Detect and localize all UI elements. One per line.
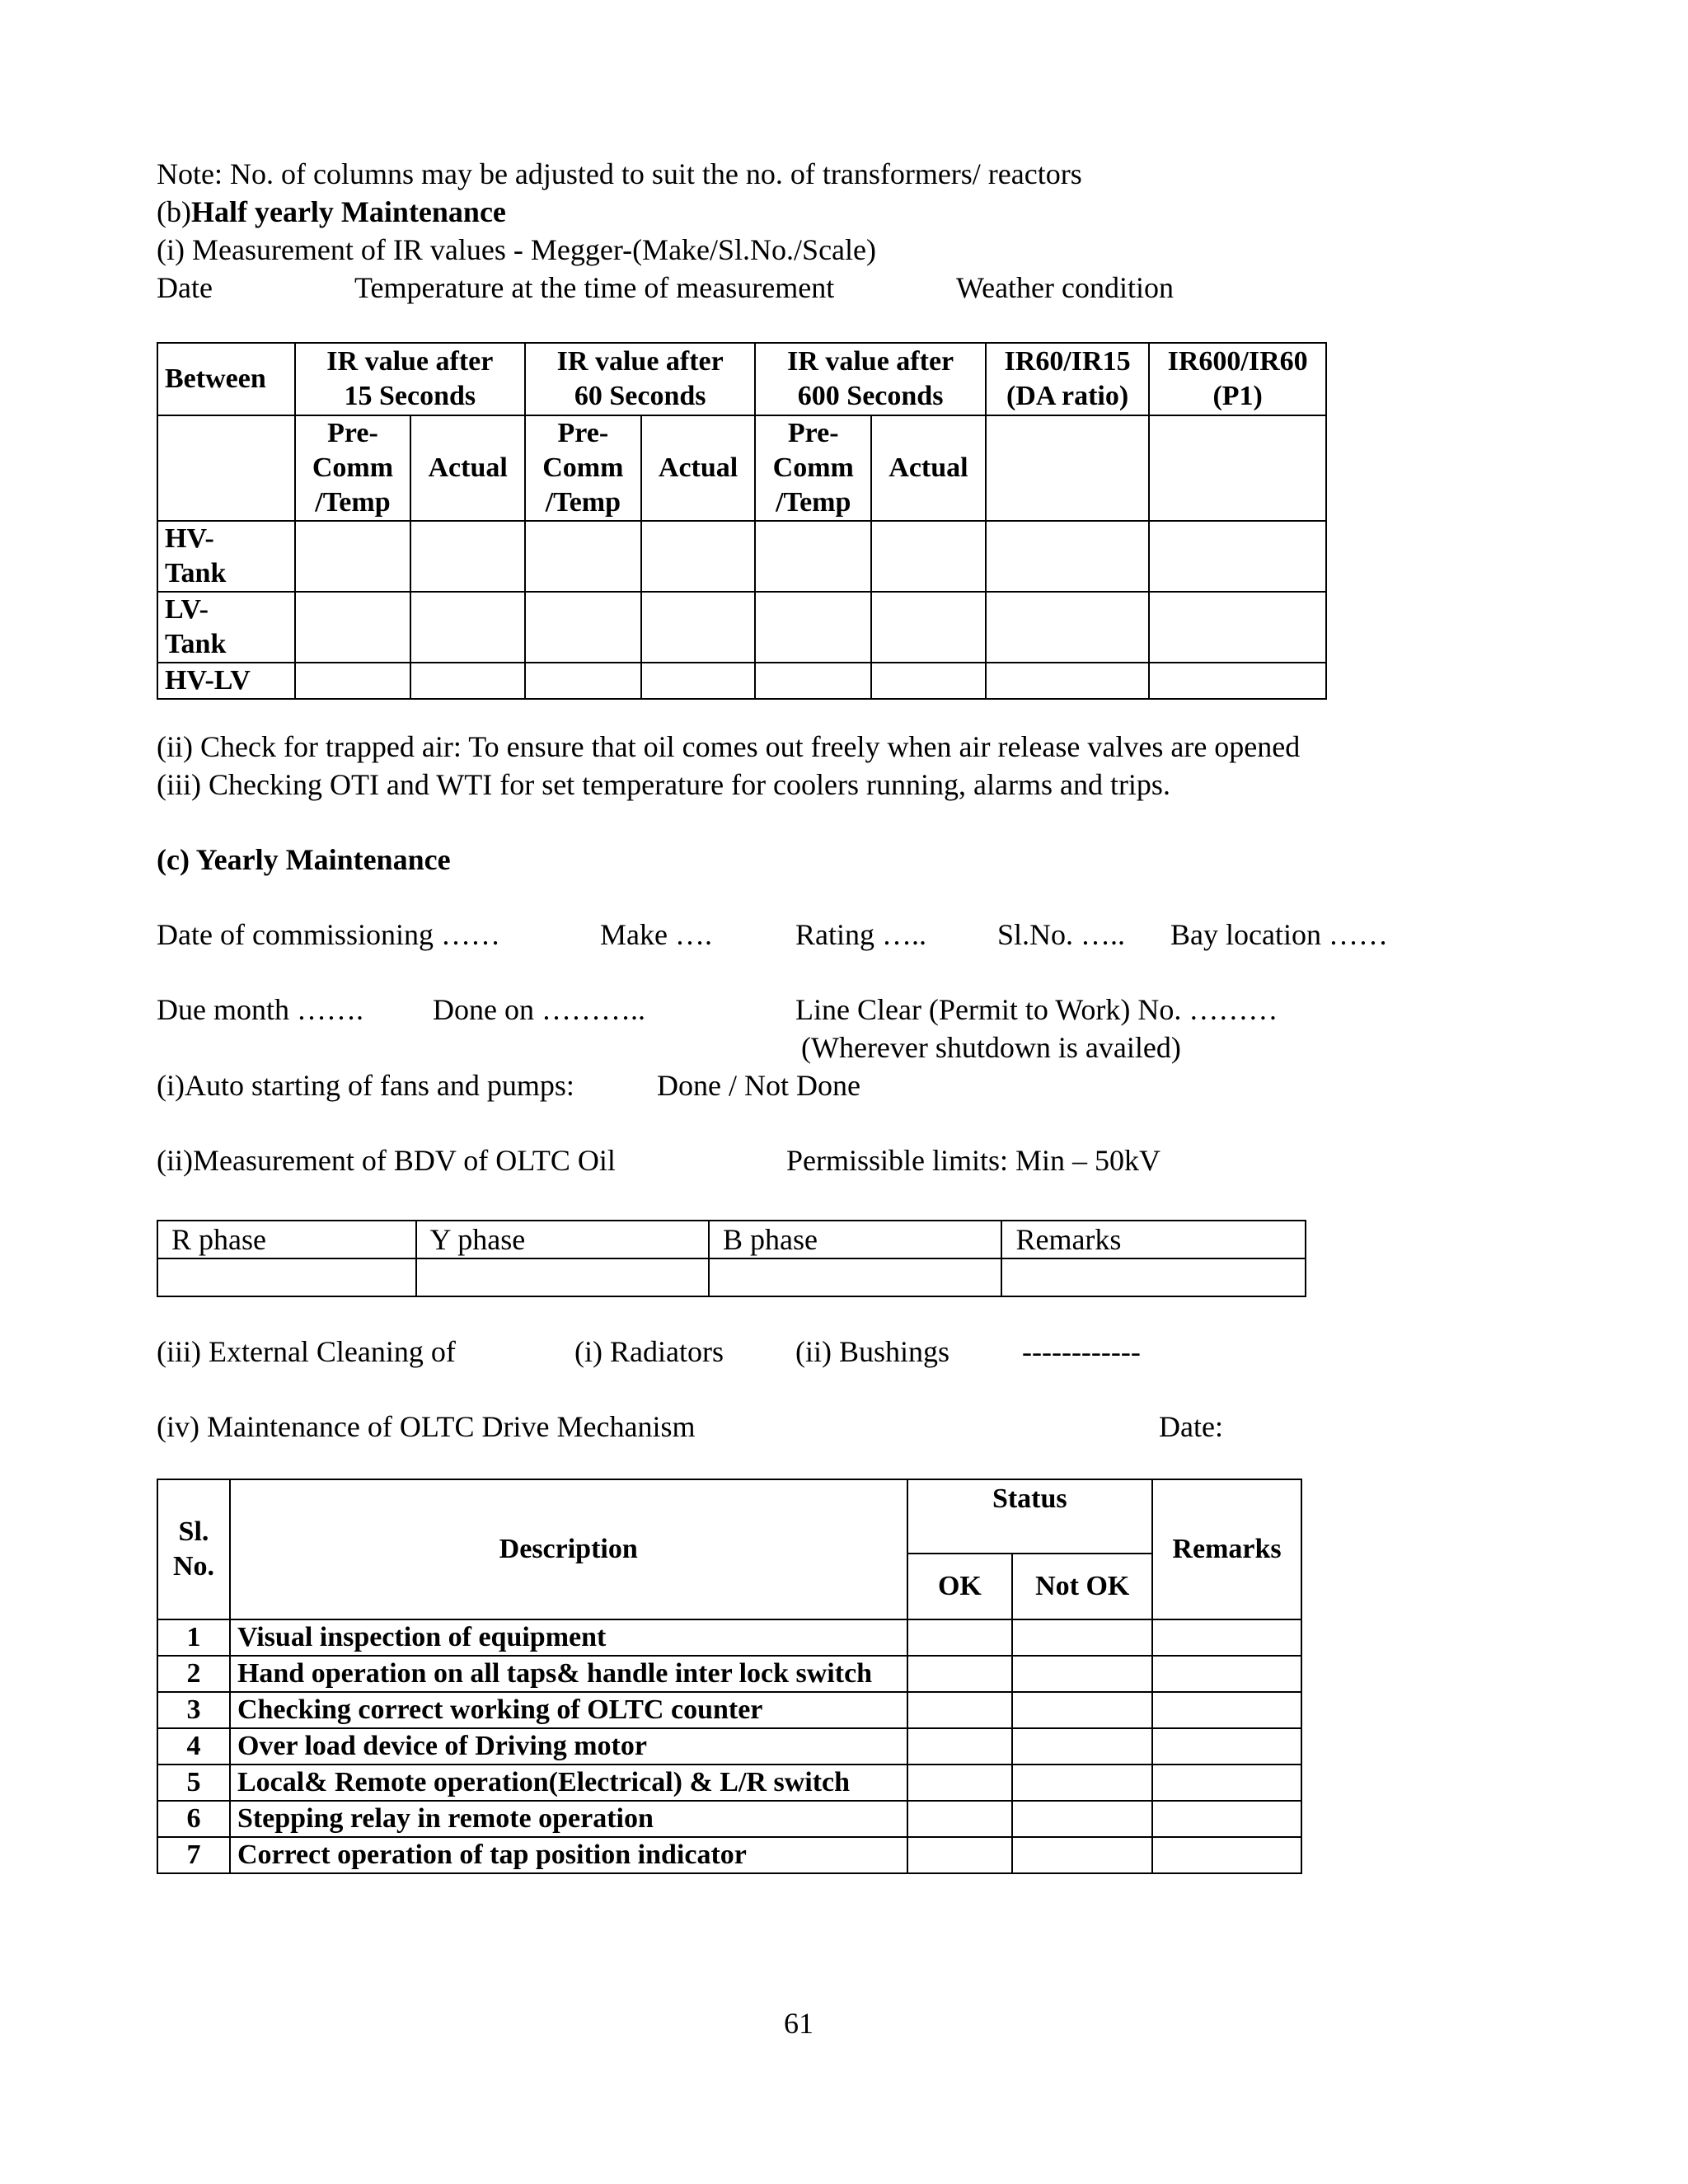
entry-cell[interactable] — [1149, 663, 1326, 699]
empty-cell — [157, 415, 295, 521]
row-number: 4 — [157, 1728, 230, 1765]
date-label: Date — [157, 271, 213, 304]
entry-cell[interactable] — [295, 663, 411, 699]
row-number: 2 — [157, 1656, 230, 1692]
table-row — [157, 521, 1326, 592]
ir-values-table — [157, 342, 1327, 700]
dashes: ------------ — [1022, 1335, 1141, 1368]
not-ok-cell[interactable] — [1012, 1765, 1152, 1801]
table-row — [157, 1801, 1301, 1837]
entry-cell[interactable] — [709, 1258, 1001, 1296]
precomm-header: Pre- Comm /Temp — [755, 415, 871, 521]
table-row — [157, 1619, 1301, 1656]
external-cleaning-label: (iii) External Cleaning of — [157, 1335, 456, 1368]
remarks-cell[interactable] — [1152, 1801, 1301, 1837]
row-description: Stepping relay in remote operation — [230, 1801, 907, 1837]
row-number: 3 — [157, 1692, 230, 1728]
entry-cell[interactable] — [295, 521, 411, 592]
date-commissioning: Date of commissioning …… — [157, 918, 500, 951]
page-number: 61 — [784, 2007, 814, 2040]
ok-cell[interactable] — [907, 1692, 1013, 1728]
entry-cell[interactable] — [157, 1258, 416, 1296]
remarks-cell[interactable] — [1152, 1692, 1301, 1728]
remarks-cell[interactable] — [1152, 1656, 1301, 1692]
entry-cell[interactable] — [986, 592, 1150, 663]
not-ok-cell[interactable] — [1012, 1837, 1152, 1873]
remarks-cell[interactable] — [1152, 1765, 1301, 1801]
table-row — [157, 1765, 1301, 1801]
ir15-header: IR value after 15 Seconds — [295, 343, 525, 415]
oltc-table — [157, 1479, 1302, 1874]
ok-cell[interactable] — [907, 1619, 1013, 1656]
precomm-header: Pre- Comm /Temp — [295, 415, 411, 521]
remarks-header: Remarks — [1152, 1479, 1301, 1619]
b-phase-header: B phase — [709, 1221, 1001, 1258]
row-label: LV- Tank — [157, 592, 295, 663]
due-month-field: Due month ……. — [157, 993, 363, 1026]
bdv-limits: Permissible limits: Min – 50kV — [786, 1144, 1161, 1177]
trapped-air-text: (ii) Check for trapped air: To ensure that oil comes out freely when air release valves are opened — [157, 730, 1301, 763]
not-ok-header: Not OK — [1012, 1554, 1152, 1619]
entry-cell[interactable] — [410, 521, 525, 592]
sl-no-header: Sl. No. — [157, 1479, 230, 1619]
precomm-header: Pre- Comm /Temp — [525, 415, 641, 521]
not-ok-cell[interactable] — [1012, 1619, 1152, 1656]
half-yearly-title: Half yearly Maintenance — [190, 195, 506, 228]
table-row — [157, 1692, 1301, 1728]
ir60-header: IR value after 60 Seconds — [525, 343, 755, 415]
oti-wti-text: (iii) Checking OTI and WTI for set temperature for coolers running, alarms and trips. — [157, 768, 1170, 801]
entry-cell[interactable] — [641, 592, 756, 663]
ok-cell[interactable] — [907, 1801, 1013, 1837]
bushings-label: (ii) Bushings — [795, 1335, 950, 1368]
ok-cell[interactable] — [907, 1837, 1013, 1873]
row-description: Correct operation of tap position indicator — [230, 1837, 907, 1873]
ok-cell[interactable] — [907, 1765, 1013, 1801]
empty-cell — [1149, 415, 1326, 521]
half-yearly-prefix: (b) — [157, 195, 191, 228]
entry-cell[interactable] — [410, 663, 525, 699]
ir-measurement-heading: (i) Measurement of IR values - Megger-(Make/Sl.No./Scale) — [157, 233, 876, 266]
entry-cell[interactable] — [416, 1258, 709, 1296]
entry-cell[interactable] — [986, 521, 1150, 592]
row-description: Visual inspection of equipment — [230, 1619, 907, 1656]
entry-cell[interactable] — [410, 592, 525, 663]
actual-header: Actual — [641, 415, 756, 521]
row-number: 6 — [157, 1801, 230, 1837]
weather-label: Weather condition — [956, 271, 1175, 304]
entry-cell[interactable] — [755, 663, 871, 699]
row-number: 1 — [157, 1619, 230, 1656]
row-description: Over load device of Driving motor — [230, 1728, 907, 1765]
between-header: Between — [157, 343, 295, 415]
make-field: Make …. — [600, 918, 712, 951]
entry-cell[interactable] — [871, 521, 986, 592]
radiators-label: (i) Radiators — [574, 1335, 724, 1368]
entry-cell[interactable] — [525, 521, 641, 592]
actual-header: Actual — [410, 415, 525, 521]
bdv-heading: (ii)Measurement of BDV of OLTC Oil — [157, 1144, 616, 1177]
row-number: 7 — [157, 1837, 230, 1873]
half-yearly-heading — [157, 194, 506, 230]
entry-cell[interactable] — [755, 521, 871, 592]
entry-cell[interactable] — [986, 663, 1150, 699]
empty-cell — [986, 415, 1150, 521]
entry-cell[interactable] — [641, 521, 756, 592]
entry-cell[interactable] — [755, 592, 871, 663]
table-row — [157, 1656, 1301, 1692]
row-description: Checking correct working of OLTC counter — [230, 1692, 907, 1728]
table-row — [157, 663, 1326, 699]
ir600-header: IR value after 600 Seconds — [755, 343, 985, 415]
bdv-table — [157, 1220, 1306, 1297]
entry-cell[interactable] — [525, 663, 641, 699]
not-ok-cell[interactable] — [1012, 1656, 1152, 1692]
auto-start-label: (i)Auto starting of fans and pumps: — [157, 1069, 574, 1102]
entry-cell[interactable] — [1001, 1258, 1306, 1296]
entry-cell[interactable] — [641, 663, 756, 699]
ir-header-row — [157, 343, 1326, 415]
ok-cell[interactable] — [907, 1656, 1013, 1692]
entry-cell[interactable] — [1149, 592, 1326, 663]
bdv-header-row — [157, 1221, 1306, 1258]
done-on-field: Done on ……….. — [433, 993, 645, 1026]
r-phase-header: R phase — [157, 1221, 416, 1258]
table-row — [157, 592, 1326, 663]
bay-location-field: Bay location …… — [1170, 918, 1388, 951]
oltc-date-label: Date: — [1159, 1410, 1223, 1443]
row-number: 5 — [157, 1765, 230, 1801]
row-label: HV- Tank — [157, 521, 295, 592]
entry-cell[interactable] — [871, 592, 986, 663]
auto-start-status: Done / Not Done — [657, 1069, 860, 1102]
status-header: Status — [907, 1479, 1153, 1554]
entry-cell[interactable] — [871, 663, 986, 699]
not-ok-cell[interactable] — [1012, 1801, 1152, 1837]
entry-cell[interactable] — [295, 592, 411, 663]
ok-header: OK — [907, 1554, 1013, 1619]
table-row — [157, 1837, 1301, 1873]
remarks-cell[interactable] — [1152, 1837, 1301, 1873]
row-label: HV-LV — [157, 663, 295, 699]
yearly-heading: (c) Yearly Maintenance — [157, 843, 451, 876]
description-header: Description — [230, 1479, 907, 1619]
actual-header: Actual — [871, 415, 986, 521]
entry-cell[interactable] — [525, 592, 641, 663]
oltc-heading: (iv) Maintenance of OLTC Drive Mechanism — [157, 1410, 696, 1443]
row-description: Local& Remote operation(Electrical) & L/R switch — [230, 1765, 907, 1801]
oltc-header-row — [157, 1479, 1301, 1554]
table-row — [157, 1728, 1301, 1765]
ok-cell[interactable] — [907, 1728, 1013, 1765]
row-description: Hand operation on all taps& handle inter lock switch — [230, 1656, 907, 1692]
da-ratio-header: IR60/IR15 (DA ratio) — [986, 343, 1150, 415]
pi-header: IR600/IR60 (P1) — [1149, 343, 1326, 415]
line-clear-field: Line Clear (Permit to Work) No. ……… — [795, 993, 1278, 1026]
remarks-header: Remarks — [1001, 1221, 1306, 1258]
shutdown-note: (Wherever shutdown is availed) — [801, 1031, 1181, 1064]
rating-field: Rating ….. — [795, 918, 926, 951]
entry-cell[interactable] — [1149, 521, 1326, 592]
note-text: Note: No. of columns may be adjusted to suit the no. of transformers/ reactors — [157, 157, 1082, 190]
ir-subheader-row — [157, 415, 1326, 521]
temperature-label: Temperature at the time of measurement — [354, 271, 835, 304]
not-ok-cell[interactable] — [1012, 1728, 1152, 1765]
slno-field: Sl.No. ….. — [997, 918, 1126, 951]
remarks-cell[interactable] — [1152, 1619, 1301, 1656]
y-phase-header: Y phase — [416, 1221, 709, 1258]
remarks-cell[interactable] — [1152, 1728, 1301, 1765]
not-ok-cell[interactable] — [1012, 1692, 1152, 1728]
table-row — [157, 1258, 1306, 1296]
